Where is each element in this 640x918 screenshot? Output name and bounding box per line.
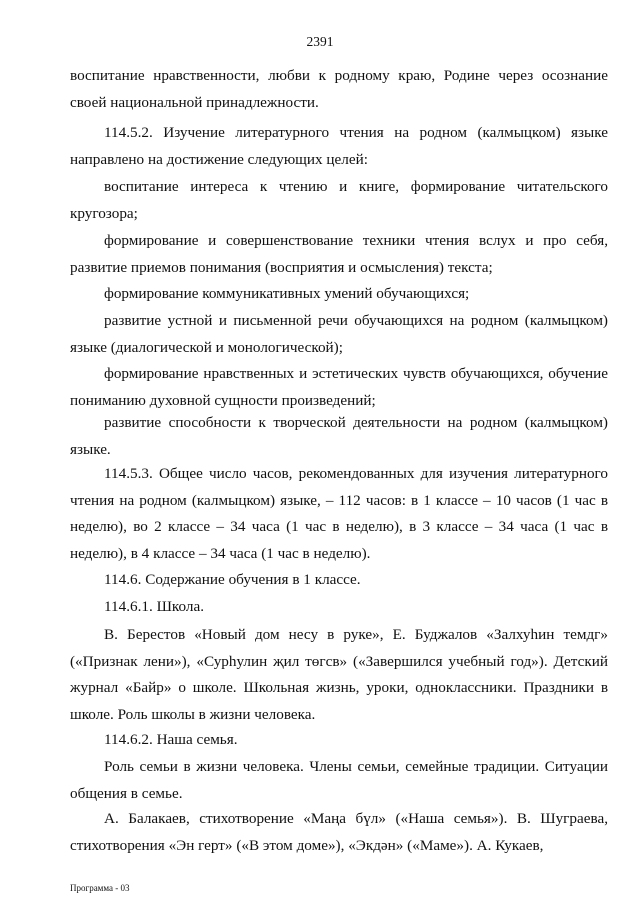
paragraph-school-content: В. Берестов «Новый дом несу в руке», Е. Буджалов «Залхуһин темдг» («Признак лени»), «Сурһулин җил төгсв» («Завершился учебный год»). Детский журнал «Байр» о школе. Школьная жизнь, уроки, одноклассники. Праздники в школе. Роль школы в жизни человека.: [70, 626, 608, 723]
paragraph-family-works: А. Балакаев, стихотворение «Маңа бүл» («Наша семья»). В. Шуграева, стихотворения «Эн герт» («В этом доме»), «Экдән» («Маме»). А. Кукаев,: [70, 810, 608, 854]
page-number: 2391: [306, 34, 334, 49]
paragraph-114-5-2: 114.5.2. Изучение литературного чтения на родном (калмыцком) языке направлено на достижение следующих целей:: [70, 124, 608, 168]
list-item-goal-reading-technique: формирование и совершенствование техники чтения вслух и про себя, развитие приемов понимания (восприятия и осмысления) текста;: [70, 232, 608, 276]
paragraph-continuation: воспитание нравственности, любви к родному краю, Родине через осознание своей национальной принадлежности.: [70, 67, 608, 111]
list-item-goal-moral-feelings: формирование нравственных и эстетических чувств обучающихся, обучение пониманию духовной сущности произведений;: [70, 365, 608, 409]
list-item-goal-interest: воспитание интереса к чтению и книге, формирование читательского кругозора;: [70, 178, 608, 222]
list-item-goal-speech: развитие устной и письменной речи обучающихся на родном (калмыцком) языке (диалогической и монологической);: [70, 312, 608, 356]
heading-114-6-1: 114.6.1. Школа.: [104, 598, 205, 615]
paragraph-family-role: Роль семьи в жизни человека. Члены семьи, семейные традиции. Ситуации общения в семье.: [70, 758, 608, 802]
heading-114-6-2: 114.6.2. Наша семья.: [104, 731, 238, 748]
list-item-goal-communication: формирование коммуникативных умений обучающихся;: [104, 285, 470, 302]
heading-114-6: 114.6. Содержание обучения в 1 классе.: [104, 571, 361, 588]
paragraph-114-5-3: 114.5.3. Общее число часов, рекомендованных для изучения литературного чтения на родном (калмыцком) языке, – 112 часов: в 1 классе – 10 часов (1 час в неделю), во 2 классе – 34 часа (1 час в неделю), в 3 классе – 34 часа (1 час в неделю), в 4 классе – 34 часа (1 час в неделю).: [70, 465, 608, 562]
footer-label: Программа - 03: [70, 883, 130, 893]
list-item-goal-creativity: развитие способности к творческой деятельности на родном (калмыцком) языке.: [70, 414, 608, 458]
